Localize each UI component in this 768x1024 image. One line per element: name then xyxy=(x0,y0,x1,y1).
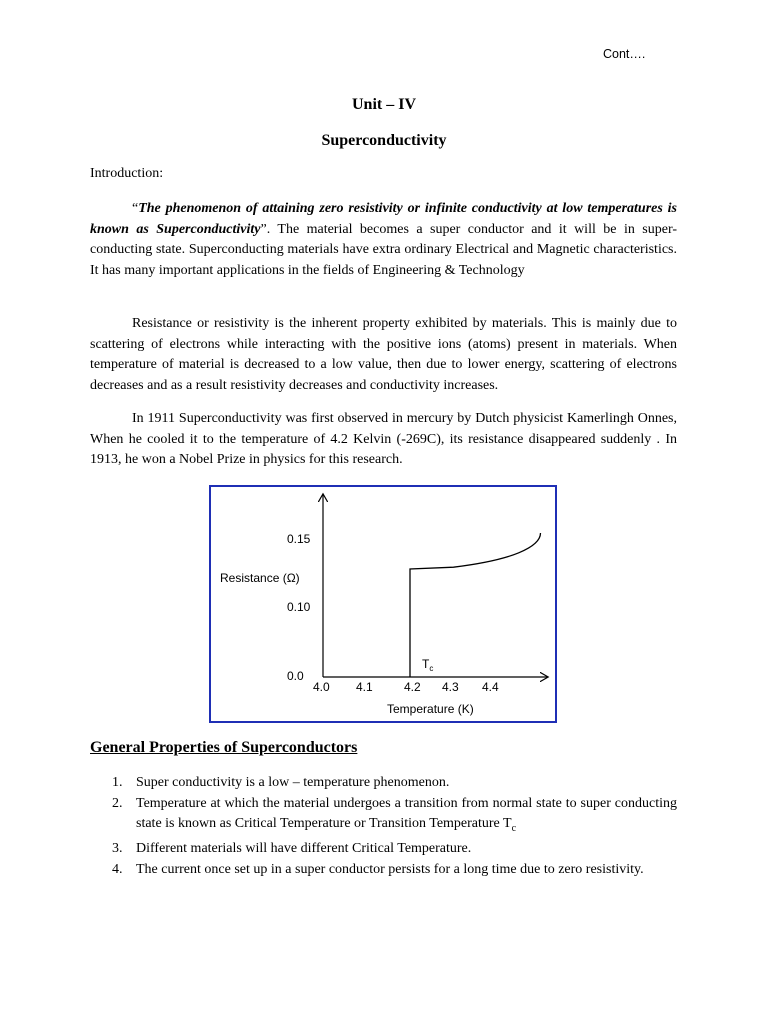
list-text-subscript: c xyxy=(511,822,517,834)
list-text: Different materials will have different Critical Temperature. xyxy=(136,841,472,857)
unit-heading: Unit – IV xyxy=(351,96,416,113)
x-tick-label: 4.4 xyxy=(482,680,499,694)
page-title: Superconductivity xyxy=(321,132,447,149)
y-tick-label: 0.0 xyxy=(287,669,304,683)
definition-paragraph-rest: ”. The material becomes a super conductor and it will be in super-conducting state. Superconducting materials have extra ordinary Electrical and Magnetic characteristics. It has many important applications in the fields of Engineering & Technology xyxy=(90,221,677,278)
list-text: Temperature at which the material undergoes a transition from normal state to super conducting state is known as Critical Temperature or Transition Temperature T xyxy=(136,795,677,831)
x-tick-label: 4.1 xyxy=(356,680,373,694)
introduction-label: Introduction: xyxy=(90,166,164,181)
y-axis-label: Resistance (Ω) xyxy=(220,571,300,585)
x-tick-label: 4.0 xyxy=(313,680,330,694)
x-tick-label: 4.2 xyxy=(404,680,421,694)
resistance-curve xyxy=(410,533,541,677)
superconductivity-definition: The phenomenon of attaining zero resistivity or infinite conductivity at low temperatures is known as Superconductivity xyxy=(90,201,677,237)
properties-list xyxy=(90,773,677,880)
x-tick-label: 4.3 xyxy=(442,680,459,694)
definition-paragraph xyxy=(90,199,677,281)
resistivity-paragraph: Resistance or resistivity is the inherent property exhibited by materials. This is mainly due to scattering of electrons while interacting with the positive ions (atoms) present in materials. When temperature of material is decreased to a low value, then due to lower energy, scattering of electrons decreases and as a result resistivity decreases and conductivity increases. xyxy=(90,316,677,393)
x-axis-label: Temperature (K) xyxy=(387,702,474,716)
tc-annotation: $T_c$ xyxy=(422,657,434,673)
y-tick-label: 0.15 xyxy=(287,532,311,546)
list-item xyxy=(90,773,677,794)
list-text: Super conductivity is a low – temperature phenomenon. xyxy=(136,775,450,790)
resistance-temperature-chart xyxy=(209,485,557,723)
chart-svg xyxy=(211,487,555,721)
y-tick-label: 0.10 xyxy=(287,600,311,614)
list-number: 4. xyxy=(112,861,123,877)
page-continuation-note: Cont…. xyxy=(603,47,646,61)
list-number: 1. xyxy=(112,775,123,790)
list-number: 3. xyxy=(112,841,123,857)
open-quote: “ xyxy=(132,201,139,216)
list-text: The current once set up in a super conductor persists for a long time due to zero resistivity. xyxy=(136,861,644,877)
history-paragraph: In 1911 Superconductivity was first observed in mercury by Dutch physicist Kamerlingh Onnes, When he cooled it to the temperature of 4.2 Kelvin (-269C), its resistance disappeared suddenly . In 1913, he won a Nobel Prize in physics for this research. xyxy=(90,411,677,467)
list-item xyxy=(90,839,677,860)
list-item xyxy=(90,860,677,881)
list-item xyxy=(90,794,677,840)
list-number: 2. xyxy=(112,795,123,811)
section-heading: General Properties of Superconductors xyxy=(90,739,358,756)
